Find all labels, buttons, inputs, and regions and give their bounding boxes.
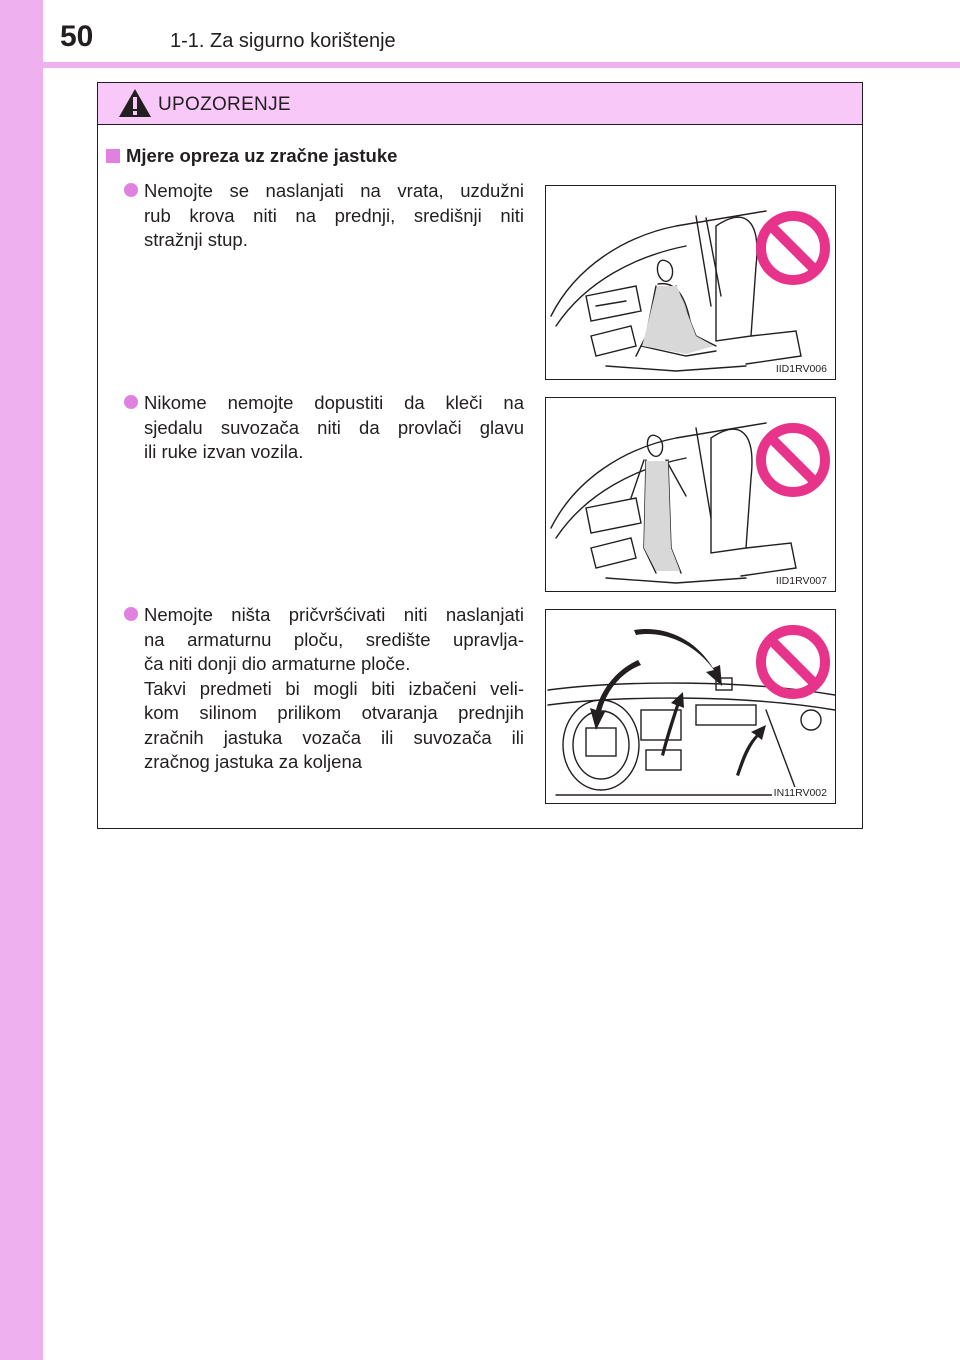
warning-header — [98, 83, 862, 125]
subheading — [106, 145, 397, 167]
figure-dashboard-objects — [545, 609, 836, 804]
text-line: zračnih jastuka vozača ili suvozača ili — [144, 726, 524, 748]
side-tab-bar — [0, 0, 43, 1360]
warning-item-3-text — [144, 603, 524, 775]
bullet-dot-icon — [124, 395, 138, 409]
figure-code: IID1RV007 — [775, 575, 827, 587]
page-number: 50 — [60, 20, 94, 53]
bullet-dot-icon — [124, 183, 138, 197]
text-line: Nemojte se naslanjati na vrata, uzdužni — [144, 180, 524, 201]
figure-code: IN11RV002 — [773, 787, 827, 799]
bullet-dot-icon — [124, 607, 138, 621]
warning-box — [97, 82, 863, 829]
prohibition-icon — [761, 216, 825, 280]
warning-item-2-text — [144, 391, 524, 465]
text-line: zračnog jastuka za koljena — [144, 751, 363, 772]
page-header — [0, 0, 960, 62]
text-line: sjedalu suvozača niti da provlači glavu — [144, 416, 524, 438]
section-title: 1-1. Za sigurno korištenje — [170, 30, 396, 52]
square-marker-icon — [106, 149, 120, 163]
text-line: Nikome nemojte dopustiti da kleči na — [144, 392, 524, 413]
prohibition-icon — [761, 630, 825, 694]
text-line: stražnji stup. — [144, 229, 248, 250]
prohibition-icon — [761, 428, 825, 492]
text-line: rub krova niti na prednji, središnji niti — [144, 204, 524, 226]
text-line: ča niti donji dio armaturne ploče. — [144, 653, 411, 674]
warning-item-2 — [124, 391, 524, 465]
figure-kneeling-passenger — [545, 397, 836, 592]
car-interior-lean-illustration — [546, 186, 836, 380]
text-line: Takvi predmeti bi mogli biti izbačeni veli- — [144, 677, 524, 699]
subheading-text: Mjere opreza uz zračne jastuke — [126, 145, 398, 166]
warning-triangle-icon — [118, 88, 152, 118]
text-line: na armaturnu ploču, središte upravlja- — [144, 628, 524, 650]
warning-item-1 — [124, 179, 524, 253]
text-line: Nemojte ništa pričvršćivati niti naslanjati — [144, 604, 524, 625]
warning-label: UPOZORENJE — [158, 94, 291, 115]
car-interior-kneel-illustration — [546, 398, 836, 592]
warning-item-3 — [124, 603, 524, 775]
figure-code: IID1RV006 — [775, 363, 827, 375]
header-rule — [43, 62, 960, 68]
text-line: kom silinom prilikom otvaranja prednjih — [144, 702, 524, 723]
dashboard-illustration — [546, 610, 836, 804]
text-line: ili ruke izvan vozila. — [144, 441, 304, 462]
warning-item-1-text — [144, 179, 524, 253]
figure-lean-on-pillar — [545, 185, 836, 380]
